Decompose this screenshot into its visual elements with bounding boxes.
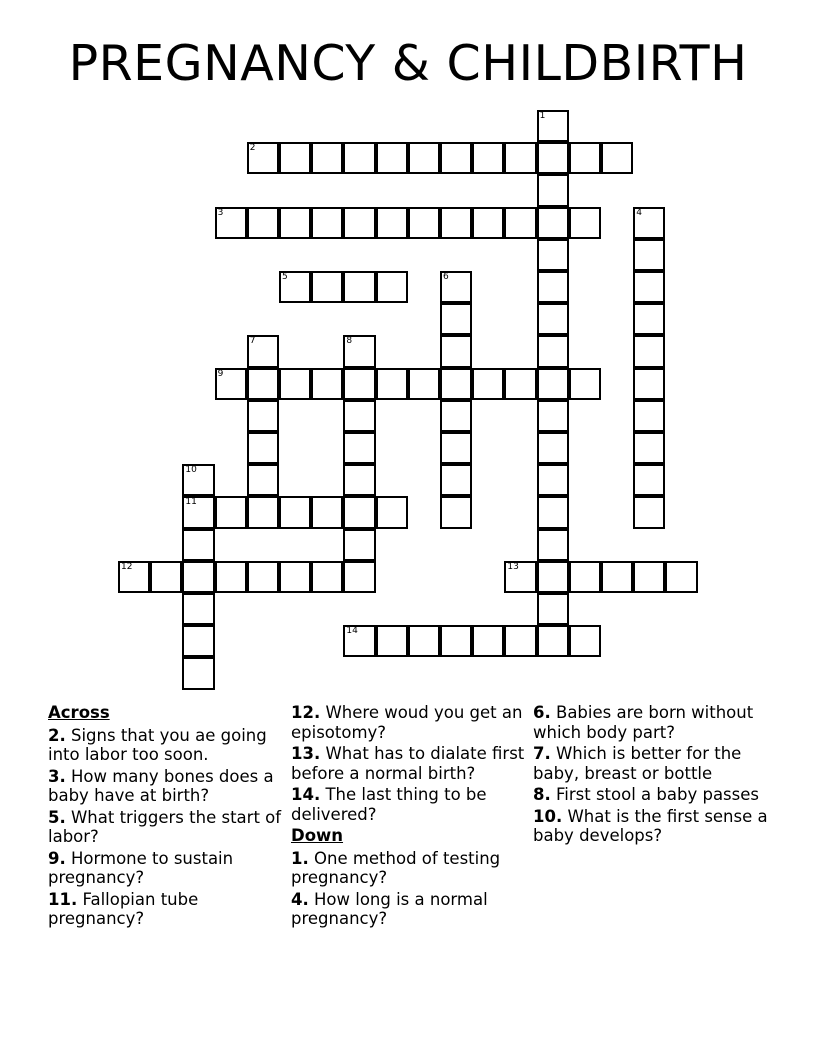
grid-cell[interactable] <box>311 142 343 174</box>
grid-cell[interactable] <box>537 239 569 271</box>
clue-across-2: 2. Signs that you ae going into labor too soon. <box>48 725 267 764</box>
grid-cell[interactable] <box>537 207 569 239</box>
grid-cell[interactable] <box>633 464 665 496</box>
grid-cell[interactable] <box>408 207 440 239</box>
clue-across-14: 14. The last thing to be delivered? <box>291 785 487 824</box>
clue-down-4: 4. How long is a normal pregnancy? <box>291 889 488 928</box>
clue-down-8: 8. First stool a baby passes <box>533 785 759 804</box>
grid-cell[interactable] <box>247 496 279 528</box>
grid-cell[interactable] <box>247 207 279 239</box>
grid-cell[interactable] <box>376 496 408 528</box>
grid-cell[interactable] <box>440 335 472 367</box>
grid-cell[interactable] <box>633 561 665 593</box>
clue-column-1 <box>48 703 284 931</box>
grid-cell[interactable] <box>343 432 375 464</box>
grid-cell[interactable] <box>343 529 375 561</box>
grid-cell[interactable] <box>440 303 472 335</box>
grid-cell[interactable] <box>343 207 375 239</box>
grid-cell[interactable] <box>569 142 601 174</box>
grid-cell[interactable] <box>376 625 408 657</box>
clue-number: 9 <box>217 368 224 379</box>
grid-cell[interactable] <box>504 368 536 400</box>
grid-cell[interactable] <box>537 529 569 561</box>
grid-cell[interactable] <box>215 496 247 528</box>
clue-across-11: 11. Fallopian tube pregnancy? <box>48 889 199 928</box>
clue-number: 5 <box>282 272 288 282</box>
clue-number: 4 <box>636 207 642 218</box>
grid-cell[interactable] <box>343 400 375 432</box>
clue-column-2 <box>291 703 527 931</box>
grid-cell[interactable] <box>440 432 472 464</box>
grid-cell[interactable] <box>504 625 536 657</box>
grid-cell[interactable] <box>182 529 214 561</box>
grid-cell[interactable] <box>537 432 569 464</box>
clue-number: 7 <box>249 336 256 347</box>
grid-cell[interactable] <box>343 335 375 367</box>
grid-cell[interactable] <box>247 561 279 593</box>
grid-cell[interactable] <box>440 400 472 432</box>
grid-cell[interactable] <box>440 207 472 239</box>
clue-number: 12 <box>121 561 133 572</box>
grid-cell[interactable] <box>504 207 536 239</box>
clue-down-10: 10. What is the first sense a baby develops? <box>533 806 768 845</box>
grid-cell[interactable] <box>247 432 279 464</box>
grid-cell[interactable] <box>215 368 247 400</box>
grid-cell[interactable] <box>279 496 311 528</box>
down-heading: Down <box>291 826 344 845</box>
grid-cell[interactable] <box>343 625 375 657</box>
clue-number: 11 <box>185 497 197 508</box>
grid-cell[interactable] <box>472 207 504 239</box>
puzzle-title: PREGNANCY & CHILDBIRTH <box>68 35 748 92</box>
grid-cell[interactable] <box>311 368 343 400</box>
clue-number: 10 <box>185 465 197 476</box>
grid-cell[interactable] <box>376 142 408 174</box>
clue-across-9: 9. Hormone to sustain pregnancy? <box>48 848 234 887</box>
grid-cell[interactable] <box>247 464 279 496</box>
grid-cell[interactable] <box>376 368 408 400</box>
grid-cell[interactable] <box>182 657 214 689</box>
grid-cell[interactable] <box>247 142 279 174</box>
grid-cell[interactable] <box>440 464 472 496</box>
clue-number: 3 <box>217 207 224 218</box>
grid-cell[interactable] <box>182 464 214 496</box>
grid-cell[interactable] <box>343 561 375 593</box>
grid-cell[interactable] <box>150 561 182 593</box>
grid-cell[interactable] <box>440 625 472 657</box>
grid-cell[interactable] <box>537 561 569 593</box>
grid-cell[interactable] <box>537 400 569 432</box>
grid-cell[interactable] <box>343 496 375 528</box>
grid-cell[interactable] <box>343 142 375 174</box>
grid-cell[interactable] <box>537 496 569 528</box>
grid-cell[interactable] <box>633 239 665 271</box>
grid-cell[interactable] <box>537 593 569 625</box>
grid-cell[interactable] <box>472 625 504 657</box>
grid-cell[interactable] <box>537 110 569 142</box>
grid-cell[interactable] <box>633 400 665 432</box>
clue-number: 6 <box>443 272 449 282</box>
clue-down-1: 1. One method of testing pregnancy? <box>291 848 501 887</box>
grid-cell[interactable] <box>311 207 343 239</box>
grid-cell[interactable] <box>633 368 665 400</box>
grid-cell[interactable] <box>182 593 214 625</box>
grid-cell[interactable] <box>247 335 279 367</box>
grid-cell[interactable] <box>215 207 247 239</box>
grid-cell[interactable] <box>408 625 440 657</box>
grid-cell[interactable] <box>408 368 440 400</box>
clue-number: 8 <box>346 336 353 347</box>
grid-cell[interactable] <box>440 496 472 528</box>
grid-cell[interactable] <box>182 496 214 528</box>
clue-across-12: 12. Where woud you get an episotomy? <box>291 703 523 742</box>
grid-cell[interactable] <box>633 496 665 528</box>
grid-cell[interactable] <box>537 142 569 174</box>
grid-cell[interactable] <box>569 625 601 657</box>
grid-cell[interactable] <box>311 496 343 528</box>
grid-cell[interactable] <box>504 142 536 174</box>
grid-cell[interactable] <box>601 561 633 593</box>
grid-cell[interactable] <box>633 271 665 303</box>
grid-cell[interactable] <box>311 561 343 593</box>
clue-across-13: 13. What has to dialate first before a normal birth? <box>291 744 525 783</box>
grid-cell[interactable] <box>343 368 375 400</box>
grid-cell[interactable] <box>601 142 633 174</box>
grid-cell[interactable] <box>665 561 697 593</box>
grid-cell[interactable] <box>537 368 569 400</box>
grid-cell[interactable] <box>247 400 279 432</box>
grid-cell[interactable] <box>537 335 569 367</box>
grid-cell[interactable] <box>569 368 601 400</box>
grid-cell[interactable] <box>472 142 504 174</box>
grid-cell[interactable] <box>376 271 408 303</box>
grid-cell[interactable] <box>440 271 472 303</box>
grid-cell[interactable] <box>633 303 665 335</box>
grid-cell[interactable] <box>343 271 375 303</box>
grid-cell[interactable] <box>504 561 536 593</box>
grid-cell[interactable] <box>537 271 569 303</box>
clue-number: 14 <box>346 626 358 637</box>
clue-across-5: 5. What triggers the start of labor? <box>48 807 282 846</box>
clue-down-7: 7. Which is better for the baby, breast or bottle <box>533 744 742 783</box>
grid-cell[interactable] <box>440 142 472 174</box>
clue-across-3: 3. How many bones does a baby have at birth? <box>48 766 274 805</box>
grid-cell[interactable] <box>182 625 214 657</box>
clue-number: 13 <box>507 561 519 572</box>
grid-cell[interactable] <box>472 368 504 400</box>
grid-cell[interactable] <box>408 142 440 174</box>
grid-cell[interactable] <box>118 561 150 593</box>
grid-cell[interactable] <box>537 303 569 335</box>
grid-cell[interactable] <box>311 271 343 303</box>
grid-cell[interactable] <box>343 464 375 496</box>
clue-number: 2 <box>249 143 256 154</box>
clue-number: 1 <box>539 111 546 121</box>
grid-cell[interactable] <box>215 561 247 593</box>
across-heading: Across <box>48 703 110 722</box>
grid-cell[interactable] <box>279 368 311 400</box>
grid-cell[interactable] <box>537 174 569 206</box>
clue-down-6: 6. Babies are born without which body part? <box>533 703 754 742</box>
grid-cell[interactable] <box>279 271 311 303</box>
grid-cell[interactable] <box>182 561 214 593</box>
grid-cell[interactable] <box>279 561 311 593</box>
grid-cell[interactable] <box>633 432 665 464</box>
grid-cell[interactable] <box>376 207 408 239</box>
grid-cell[interactable] <box>440 368 472 400</box>
grid-cell[interactable] <box>569 207 601 239</box>
clue-column-3 <box>533 703 773 848</box>
grid-cell[interactable] <box>279 207 311 239</box>
grid-cell[interactable] <box>633 335 665 367</box>
grid-cell[interactable] <box>537 464 569 496</box>
grid-cell[interactable] <box>247 368 279 400</box>
grid-cell[interactable] <box>633 207 665 239</box>
grid-cell[interactable] <box>537 625 569 657</box>
grid-cell[interactable] <box>569 561 601 593</box>
grid-cell[interactable] <box>279 142 311 174</box>
